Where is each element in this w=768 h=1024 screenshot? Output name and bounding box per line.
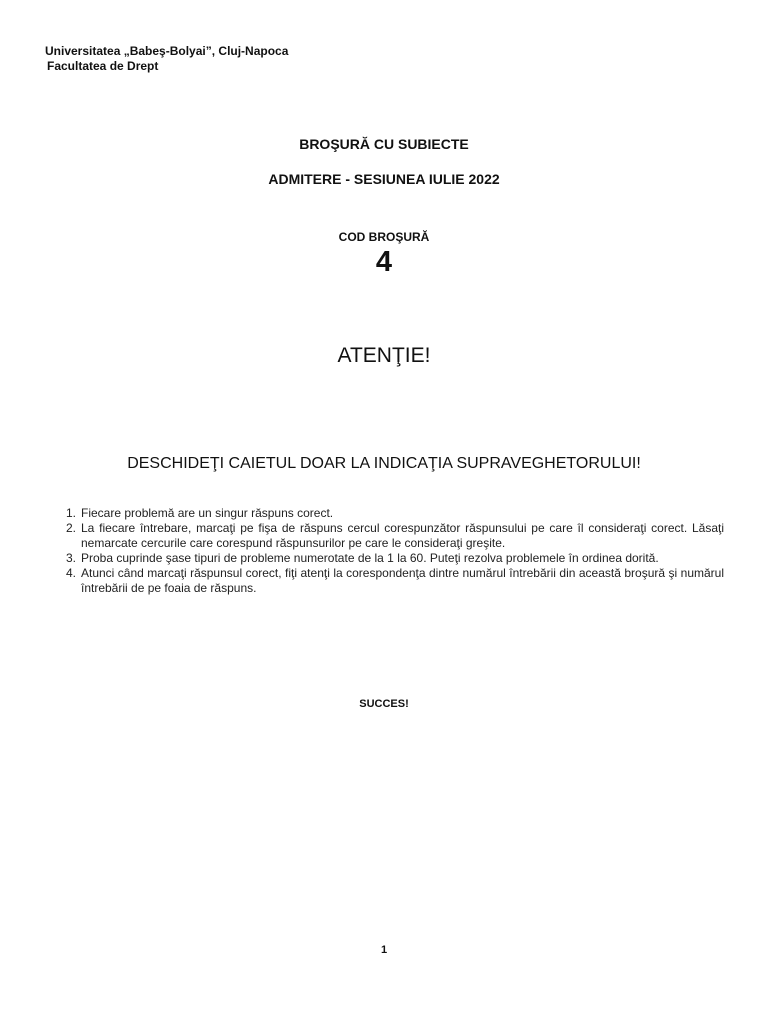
faculty-name: Facultatea de Drept: [47, 59, 159, 73]
instruction-text: Atunci când marcaţi răspunsul corect, fiţi atenţi la corespondenţa dintre numărul întrebării din această broşură şi numărul întrebării de pe foaia de răspuns.: [81, 566, 724, 595]
instruction-item: [66, 521, 724, 551]
attention-heading: ATENŢIE!: [337, 344, 431, 367]
document-header: [45, 44, 288, 74]
session-title: ADMITERE - SESIUNEA IULIE 2022: [268, 171, 500, 187]
closing-message: SUCCES!: [359, 698, 409, 710]
instruction-number: 2.: [66, 521, 77, 535]
instruction-number: 1.: [66, 506, 77, 520]
instruction-text: La fiecare întrebare, marcaţi pe fişa de răspuns cercul corespunzător răspunsului pe care îl consideraţi corect. Lăsaţi nemarcate cercurile care corespund răspunsurilor pe care le consideraţi greşite.: [81, 521, 724, 550]
open-instruction-note: DESCHIDEŢI CAIETUL DOAR LA INDICAŢIA SUPRAVEGHETORULUI!: [127, 455, 641, 472]
page-number: 1: [380, 944, 388, 956]
instruction-text: Fiecare problemă are un singur răspuns corect.: [81, 506, 334, 520]
booklet-code-label: COD BROŞURĂ: [338, 230, 430, 244]
booklet-title: BROŞURĂ CU SUBIECTE: [299, 136, 469, 152]
instruction-text: Proba cuprinde şase tipuri de probleme numerotate de la 1 la 60. Puteţi rezolva problemele în ordinea dorită.: [81, 551, 659, 565]
instruction-item: [66, 551, 724, 566]
instruction-item: [66, 566, 724, 596]
instruction-item: [66, 506, 724, 521]
instruction-number: 3.: [66, 551, 77, 565]
university-name: Universitatea „Babeş-Bolyai”, Cluj-Napoca: [45, 44, 289, 58]
booklet-code-number: 4: [375, 246, 393, 278]
instructions-list: [66, 506, 724, 596]
instruction-number: 4.: [66, 566, 77, 580]
